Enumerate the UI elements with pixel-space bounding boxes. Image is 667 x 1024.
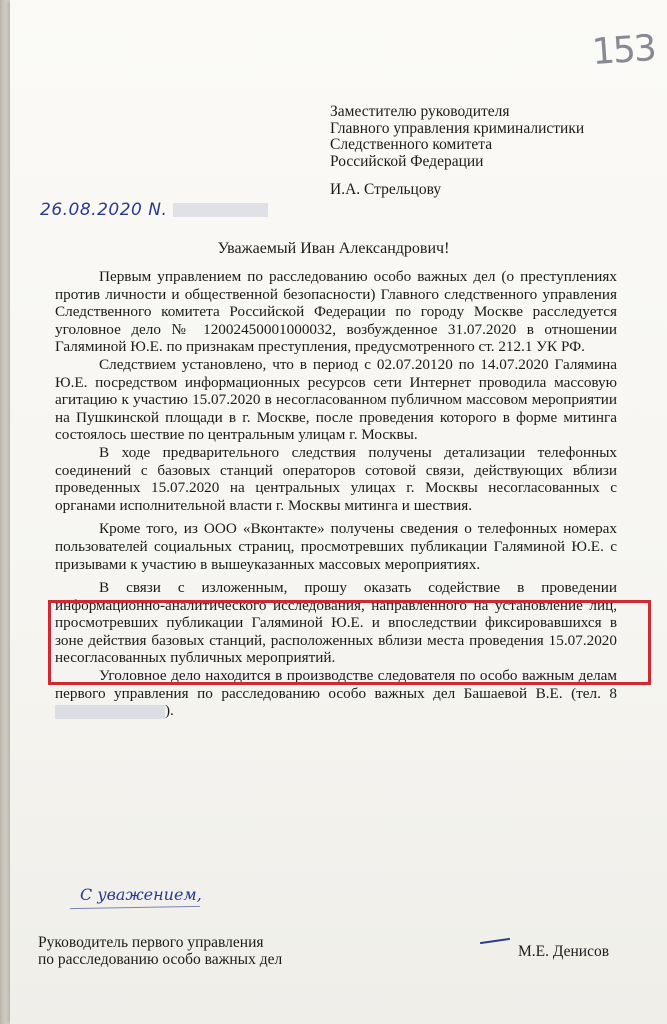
paragraph: В связи с изложенным, прошу оказать содействие в проведении информационно-аналитического исследования, направленного на установление лиц, просмотревших публикации Галяминой Ю.Е. и впоследствии фиксировавшихся в зоне действия базовых станций, расположенных вблизи места проведения 15.07.2020 несогласованных публичных мероприятий. [55,579,617,667]
greeting: Уважаемый Иван Александрович! [217,240,450,257]
page-edge [0,0,10,1024]
signature-title-line: Руководитель первого управления [38,934,264,951]
signature-title [38,934,282,968]
handwritten-page-number: 153 [590,27,657,74]
red-highlight-box [48,600,651,685]
paragraph: Первым управлением по расследованию особо важных дел (о преступлениях против личности и общественной безопасности) Главного следственного управления Следственного комитета Российской Федерации по городу Москве расследуется уголовное дело № 12002450001000032, возбужденное 31.07.2020 в отношении Галяминой Ю.Е. по признакам преступления, предусмотренного ст. 212.1 УК РФ. [55,268,617,356]
redacted-phone [55,705,165,719]
contact-tail: ). [165,702,174,720]
closing: С уважением, [80,885,202,904]
addressee-block [330,104,584,199]
paragraph: Следствием установлено, что в период с 02.07.20120 по 14.07.2020 Галямина Ю.Е. посредством информационных ресурсов сети Интернет проводила массовую агитацию к участию 15.07.2020 в несогласованном публичном массовом мероприятии на Пушкинской площади в г. Москве, после проведения которого в форме митинга состоялось шествие по центральным улицам г. Москвы. [55,355,617,444]
addressee-line: Заместителю руководителя [330,103,510,120]
addressee-line: Главного управления криминалистики [330,119,585,137]
handwritten-date [40,200,268,220]
signer-name: М.Е. Денисов [518,943,610,960]
paragraph: В ходе предварительного следствия получены детализации телефонных соединений с базовых станций операторов сотовой связи, действующих вблизи проведенных 15.07.2020 на центральных улицах г. Москвы несогласованных с органами исполнительной власти г. Москвы митинга и шествия. [55,443,617,514]
addressee-name: И.А. Стрельцову [330,181,442,198]
addressee-line: Следственного комитета [330,136,493,153]
highlighted-paragraph: Кроме того, из ООО «Вконтакте» получены сведения о телефонных номерах пользователей социальных страниц, просмотревших публикации Галяминой Ю.Е. с призывами к участию в вышеуказанных массовых мероприятиях. [55,520,617,573]
redacted-number [173,203,268,217]
handwritten-date-text: 26.08.2020 N. [40,200,168,220]
signature-title-line: по расследованию особо важных дел [38,951,283,968]
contact-text: Уголовное дело находится в производстве следователя по особо важным делам первого управления по расследованию особо важных дел Башаевой В.Е. (тел. 8 [55,667,617,702]
addressee-line: Российской Федерации [330,152,484,170]
